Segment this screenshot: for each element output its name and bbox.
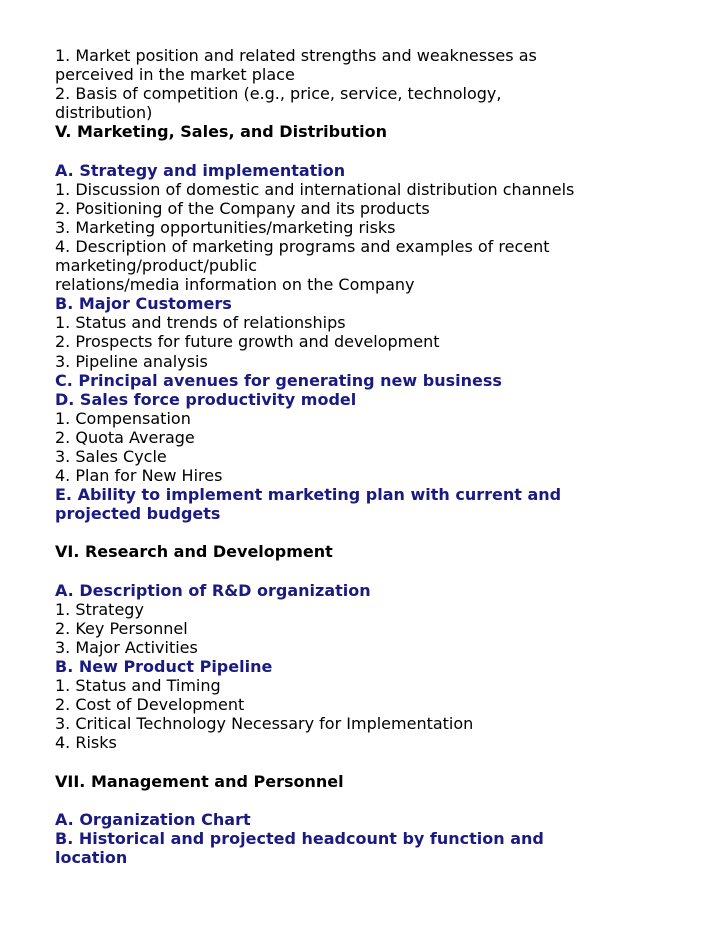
list-item: 1. Compensation [55, 408, 191, 428]
section-heading: VII. Management and Personnel [55, 771, 344, 791]
list-item: 3. Major Activities [55, 637, 198, 657]
list-item: marketing/product/public [55, 256, 257, 276]
list-item: 2. Cost of Development [55, 695, 245, 715]
subsection-heading: B. Major Customers [55, 294, 232, 314]
blank-line [55, 752, 705, 771]
blank-line [55, 523, 705, 542]
subsection-heading: location [55, 847, 128, 867]
list-item: distribution) [55, 103, 153, 123]
list-item: 3. Sales Cycle [55, 446, 167, 466]
subsection-heading: E. Ability to implement marketing plan with current and [55, 485, 562, 505]
list-item: 3. Marketing opportunities/marketing risks [55, 217, 396, 237]
list-item: perceived in the market place [55, 65, 295, 85]
subsection-heading: B. New Product Pipeline [55, 657, 273, 676]
subsection-heading: D. Sales force productivity model [55, 389, 357, 409]
list-item: 1. Strategy [55, 599, 144, 619]
list-item: 1. Status and Timing [55, 676, 221, 696]
subsection-heading: B. Historical and projected headcount by function and [55, 828, 544, 848]
list-item: 2. Positioning of the Company and its products [55, 198, 430, 218]
list-item: 3. Pipeline analysis [55, 351, 208, 371]
subsection-heading: A. Organization Chart [55, 809, 251, 829]
subsection-heading: C. Principal avenues for generating new business [55, 370, 502, 390]
subsection-heading: A. Description of R&D organization [55, 580, 371, 600]
list-item: 2. Basis of competition (e.g., price, service, technology, [55, 84, 502, 104]
section-heading: V. Marketing, Sales, and Distribution [55, 122, 387, 142]
blank-line [55, 562, 705, 581]
list-item: relations/media information on the Company [55, 275, 415, 295]
list-item: 1. Discussion of domestic and international distribution channels [55, 179, 575, 199]
list-item: 2. Quota Average [55, 427, 195, 447]
list-item: 3. Critical Technology Necessary for Implementation [55, 714, 474, 734]
list-item: 1. Status and trends of relationships [55, 313, 346, 333]
list-item: 2. Key Personnel [55, 618, 188, 638]
document-page [55, 46, 705, 867]
list-item: 4. Risks [55, 733, 117, 753]
list-item: 4. Description of marketing programs and examples of recent [55, 236, 550, 256]
blank-line [55, 141, 705, 160]
section-heading: VI. Research and Development [55, 542, 333, 562]
subsection-heading: projected budgets [55, 504, 221, 524]
subsection-heading: A. Strategy and implementation [55, 160, 346, 180]
list-item: 1. Market position and related strengths and weaknesses as [55, 46, 537, 65]
blank-line [55, 791, 705, 810]
list-item: 2. Prospects for future growth and development [55, 332, 440, 352]
list-item: 4. Plan for New Hires [55, 466, 223, 486]
